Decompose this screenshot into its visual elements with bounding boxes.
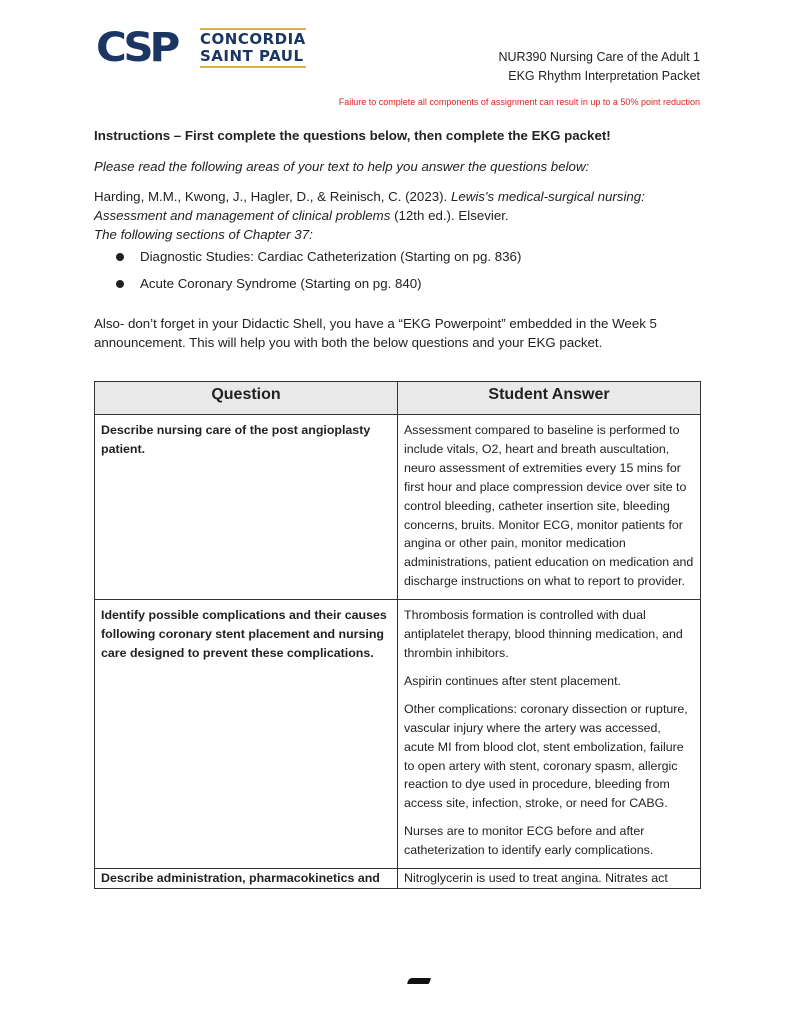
concordia-logo: [96, 26, 308, 70]
citation-authors: Harding, M.M., Kwong, J., Hagler, D., & Reinisch, C. (2023).: [94, 189, 451, 204]
header-answer: Student Answer: [398, 382, 701, 415]
answer-text: Assessment compared to baseline is performed to include vitals, O2, heart and breath auscultation, neuro assessment of extremities every 15 mins for first hour and place compression device over site to control bleeding, catheter insertion site, bleeding concerns, bruits. Monitor ECG, monitor patients for angina or other pain, monitor medication administrations, patient education on medication and discharge instructions on what to report to provider.: [404, 423, 694, 589]
warning-note: Failure to complete all components of assignment can result in up to a 50% point reduction: [338, 97, 700, 107]
answer-text: Nitroglycerin is used to treat angina. Nitrates act: [404, 871, 668, 886]
logo-name: [200, 28, 306, 68]
question-cell: Identify possible complications and their causes following coronary stent placement and nursing care designed to prevent these complications.: [95, 600, 398, 869]
table-header-row: [95, 382, 701, 415]
list-item: Acute Coronary Syndrome (Starting on pg. 840): [94, 274, 704, 293]
citation-title: Lewis's medical-surgical nursing: Assessment and management of clinical problems: [94, 189, 645, 223]
answer-text: Thrombosis formation is controlled with dual antiplatelet therapy, blood thinning medication, and thrombin inhibitors.: [404, 608, 683, 660]
reading-list: [94, 247, 704, 301]
answer-cell: [398, 869, 701, 889]
table-row: [95, 869, 701, 889]
also-note: Also- don’t forget in your Didactic Shell, you have a “EKG Powerpoint” embedded in the Week 5 announcement. This will help you with both the below questions and your EKG packet.: [94, 316, 657, 350]
logo-name-line2: SAINT PAUL: [200, 47, 304, 65]
header-title: [499, 48, 701, 86]
instructions-heading: Instructions – First complete the questions below, then complete the EKG packet!: [94, 128, 611, 143]
answer-text: Aspirin continues after stent placement.: [404, 673, 621, 688]
answer-cell: [398, 600, 701, 869]
question-cell: Describe nursing care of the post angioplasty patient.: [95, 415, 398, 600]
answer-text: Nurses are to monitor ECG before and after catheterization to identify early complications.: [404, 824, 654, 858]
table-row: [95, 415, 701, 600]
citation: [94, 187, 704, 244]
list-item: Diagnostic Studies: Cardiac Catheterization (Starting on pg. 836): [94, 247, 704, 266]
answer-cell: [398, 415, 701, 600]
page-fragment-mark: [407, 978, 431, 984]
question-cell: Describe administration, pharmacokinetics and: [95, 869, 398, 889]
logo-mark: CSP: [96, 25, 177, 71]
logo-name-line1: CONCORDIA: [200, 30, 306, 48]
citation-rest: (12th ed.). Elsevier.: [390, 208, 509, 223]
packet-title: EKG Rhythm Interpretation Packet: [508, 69, 700, 83]
course-title: NUR390 Nursing Care of the Adult 1: [498, 50, 700, 64]
read-note: Please read the following areas of your text to help you answer the questions below:: [94, 159, 590, 174]
answer-text: Other complications: coronary dissection or rupture, vascular injury where the artery was accessed, acute MI from blood clot, stent embolization, failure to open artery with stent, coronary spasm, allergic reaction to dye used in procedure, bleeding from access site, infection, stroke, or need for CABG.: [404, 701, 688, 811]
table-row: [95, 600, 701, 869]
questions-table: [94, 381, 701, 889]
header-question: Question: [95, 382, 398, 415]
sections-label: The following sections of Chapter 37:: [94, 227, 313, 242]
